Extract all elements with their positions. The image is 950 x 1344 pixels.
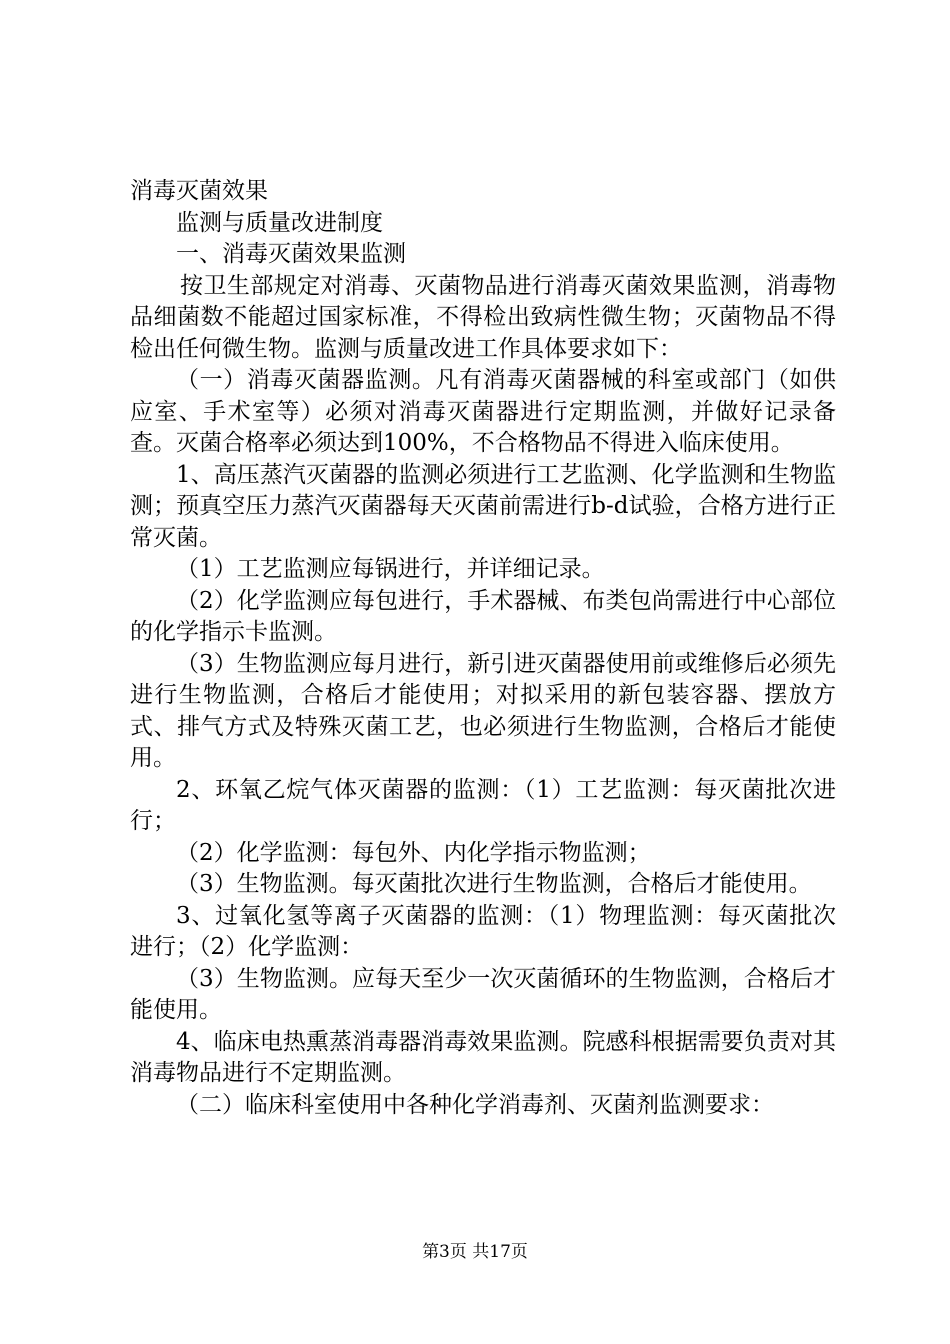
paragraph: 消毒灭菌效果 <box>130 178 268 204</box>
paragraph: 监测与质量改进制度 <box>176 209 383 236</box>
paragraph: （2）化学监测应每包进行，手术器械、布类包尚需进行中心部位的化学指示卡监测。 <box>130 587 836 645</box>
page-footer: 第3页 共17页 <box>422 1242 528 1262</box>
paragraph: （3）生物监测。应每天至少一次灭菌循环的生物监测，合格后才能使用。 <box>130 965 836 1023</box>
paragraph: 2、环氧乙烷气体灭菌器的监测：（1）工艺监测：每灭菌批次进行； <box>130 776 836 834</box>
document-body <box>130 176 836 1121</box>
paragraph: 一、消毒灭菌效果监测 <box>176 241 406 267</box>
paragraph: （2）化学监测：每包外、内化学指示物监测； <box>176 839 651 866</box>
paragraph: （1）工艺监测应每锅进行，并详细记录。 <box>176 556 605 582</box>
paragraph: 1、高压蒸汽灭菌器的监测必须进行工艺监测、化学监测和生物监测；预真空压力蒸汽灭菌器每天灭菌前需进行b-d试验，合格方进行正常灭菌。 <box>130 461 836 551</box>
paragraph: 按卫生部规定对消毒、灭菌物品进行消毒灭菌效果监测，消毒物品细菌数不能超过国家标准，不得检出致病性微生物；灭菌物品不得检出任何微生物。监测与质量改进工作具体要求如下： <box>130 272 836 362</box>
paragraph: （3）生物监测。每灭菌批次进行生物监测，合格后才能使用。 <box>176 871 812 897</box>
paragraph: 4、临床电热熏蒸消毒器消毒效果监测。院感科根据需要负责对其消毒物品进行不定期监测。 <box>130 1028 836 1086</box>
paragraph: （二）临床科室使用中各种化学消毒剂、灭菌剂监测要求： <box>176 1091 774 1118</box>
paragraph: （3）生物监测应每月进行，新引进灭菌器使用前或维修后必须先进行生物监测，合格后才能使用；对拟采用的新包装容器、摆放方式、排气方式及特殊灭菌工艺，也必须进行生物监测，合格后才能使用。 <box>130 650 836 771</box>
paragraph: （一）消毒灭菌器监测。凡有消毒灭菌器械的科室或部门（如供应室、手术室等）必须对消毒灭菌器进行定期监测，并做好记录备查。灭菌合格率必须达到100%，不合格物品不得进入临床使用。 <box>130 367 836 456</box>
paragraph: 3、过氧化氢等离子灭菌器的监测：（1）物理监测：每灭菌批次进行；（2）化学监测： <box>130 902 836 960</box>
